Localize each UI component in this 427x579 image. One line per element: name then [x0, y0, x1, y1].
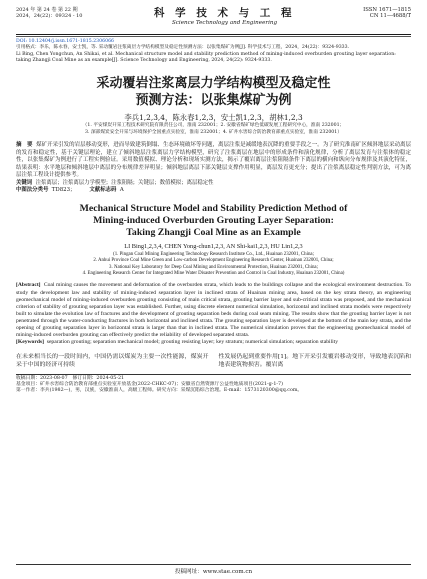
- journal-name-en: Science Technology and Engineering: [171, 20, 278, 26]
- keywords-en-label: [Keywords]: [16, 339, 44, 346]
- footnotes: [16, 376, 411, 395]
- authors-cn: 李兵1,2,3,4，陈永春1,2,3，安士凯1,2,3，胡林1,2,3: [124, 113, 303, 123]
- issue-info: [16, 7, 134, 20]
- keywords-cn: [16, 180, 411, 187]
- pages-line: 2024，24(22)：09324 - 10: [16, 13, 83, 20]
- header-rule: [16, 34, 411, 35]
- citation-cn: 引用格式：李乐，陈永春，安士凯，等. 采动覆岩注浆离层力学结构模型及稳定性预测方法：以张集煤矿为例[J]. 科学技术与工程，2024，24(22)：9324-9333.: [16, 45, 350, 51]
- affiliation-cn-line: （1. 平安煤炭开采工程技术研究院有限责任公司，淮南 232001；2. 安徽省煤矿绿色低碳发展工程研究中心，淮南 232001；: [82, 123, 345, 129]
- cn-number: CN 11—4688/T: [369, 13, 411, 20]
- abstract-cn-text: 煤矿开采引发的岩层移动变形，进而导致建筑倒塌、生态环境破坏等问题，离层注浆是减缓地表沉降的重要手段之一。为了研究淮南矿区倾斜地层采动离层的发育和稳定性，基于关键层理论，建立了倾斜地层注浆离层力学结构模型，研究了注浆离层在地层中的形成条件和演化规律，分析了离层发育与注浆体的稳定性，以张集煤矿为例进行了工程实例验证。采用数值模拟、理论分析和现场实测方法，揭示了覆岩离层注浆阻隔条件下离层的横向和纵向分布规律及其演化特征，结果表明：水平地层和倾斜地层中离层的分布规律差异明显；倾斜地层离层下部关键层支撑作用明显，离层发育更充分；提出了注浆离层稳定性判别方法，可为离层注浆工程设计提供参考。: [16, 142, 411, 179]
- affiliations-en: [16, 252, 411, 278]
- citation-en: Li Bing, Chen Yongchun, An Shikai, et al. Mechanical structure model and stability prediction method of mining-induced overburden grouting layer separation: taking Zhangji Coal Mine as an example[J]. Science Technology and Engineering, 2024, 24(22): 9324-9333.: [16, 51, 396, 63]
- affiliation-en-line: (1. Pingan Coal Mining Engineering Technology Research Institute Co., Ltd., Huainan 232001, China;: [113, 251, 314, 257]
- submission-url[interactable]: 投稿网址：www.stae.com.cn: [16, 564, 411, 575]
- keywords-en-text: separation grouting; separation mechanical model; grouting resisting layer; key stratum; numerical simulation; separation stability: [46, 339, 339, 346]
- title-cn-line-2: 预测方法：以张集煤矿为例: [135, 93, 292, 109]
- clc-label: 中图法分类号: [16, 187, 49, 194]
- abstract-cn: [16, 142, 411, 180]
- affiliation-en-line: 3. National Key Laboratory for Deep Coal Mining and Environmental Protection, Huainan 232001, China;: [109, 264, 318, 270]
- clc-value: TD823；: [51, 187, 76, 194]
- title-en-line-2: Mining-induced Overburden Grouting Layer Separation:: [93, 214, 334, 226]
- doi-link[interactable]: DOI: 10.12404/j.issn.1671-1815.2306066: [16, 39, 115, 44]
- citation-block: [16, 39, 411, 64]
- abstract-en-label: [Abstract]: [16, 282, 41, 289]
- title-en-line-3: Taking Zhangji Coal Mine as an Example: [126, 227, 301, 239]
- footnote-received: 收稿日期：2023-08-07 修订日期：2024-05-21: [16, 375, 125, 381]
- journal-header: [16, 7, 411, 33]
- authors-en: LI Bing1,2,3,4, CHEN Yong-chun1,2,3, AN Shi-kai1,2,3, HU Lin1,2,3: [124, 242, 303, 250]
- title-cn-line-1: 采动覆岩注浆离层力学结构模型及稳定性: [96, 76, 331, 92]
- keywords-en: [16, 339, 411, 346]
- body-column-right: 性发展仍起到重要作用[1]。地下开采引发覆岩移动变形，导致地表沉陷和地表建筑物损害。覆岩离: [218, 354, 411, 369]
- footnote-rule: [16, 374, 411, 375]
- keywords-cn-text: 注浆离层；注浆离层力学模型；注浆阻隔；关键层；数值模拟；离层稳定性: [35, 179, 214, 186]
- article-title-cn: [16, 75, 411, 109]
- doc-code-label: 文献标志码: [89, 187, 117, 194]
- affiliation-en-line: 2. Anhui Province Coal Mine Green and Low-carbon Development Engineering Research Center, Huainan 232001, China;: [93, 258, 334, 264]
- header-rule-thin: [16, 36, 411, 37]
- journal-name: [134, 7, 315, 27]
- affiliation-cn-line: 3. 深部煤炭安全开采与环境保护全国重点实验室，淮南 232001；4. 矿井水害综合防治教育部重点实验室，淮南 232001）: [85, 129, 342, 135]
- keywords-cn-label: 关键词: [16, 179, 33, 186]
- abstract-en: [16, 282, 411, 339]
- classification: [16, 187, 411, 194]
- body-columns: [16, 353, 411, 369]
- affiliations-cn: [16, 123, 411, 136]
- affiliation-en-line: 4. Engineering Research Center for Integrated Mine Water Disaster Prevention and Control in Coal Industry, Huainan 232001, China): [82, 271, 345, 276]
- title-en-line-1: Mechanical Structure Model and Stability Prediction Method of: [79, 202, 348, 214]
- journal-ids: [315, 7, 411, 20]
- footnote-funding: 基金项目：矿井水害综合防治教育部重点实验室开放基金(2022-CHKC-07)；安徽省自然资源厅公益性地质项目(2021-g-1-7): [16, 381, 283, 387]
- body-column-left: 在未来相当长的一段时间内，中国仍需以煤炭为主要一次性能源，煤炭开采于中国的经济可持续: [16, 354, 209, 369]
- article-title-en: [16, 203, 411, 240]
- abstract-cn-label: 摘 要: [16, 142, 33, 148]
- journal-name-cn: 科 学 技 术 与 工 程: [154, 7, 295, 19]
- abstract-en-text: Coal mining causes the movement and deformation of the overburden strata, which leads to the buildings collapse and the ecological environment destruction. To study the development law and stability of mining-induced separation layer in inclined strata of Huainan mining area, based on the key strata theory, an engineering geomechanical model of mining-induced overburden grouting consisting of main critical strata, grouting barrier layer and sub-critical strata was proposed, and the mechanical criterion of stability of grouting separation layer was established. Further, using discrete element numerical simulation, horizontal and inclined strata models were respectively built to simulate the evolution law of fractures and the development of grouting separation beds during coal seam mining. The results show that the grouting barrier layer is not penetrated through the water-conducting fractures in both horizontal and inclined strata. The grouting separation layer is developed at the bottom of the main key strata, and the opening of grouting separation layer in horizontal strata is larger than that in inclined strata. The numerical simulation proves that the engineering geomechanical model of mining-induced overburden grouting can effectively predict the reliability of developed separated strata.: [16, 282, 412, 339]
- issn: ISSN 1671—1815: [363, 7, 411, 13]
- footnote-author: 第一作者：李兵(1982—)，男，汉族，安徽淮南人，高级工程师。研究方向：采煤沉陷综合治理。E-mail：1573120300@qq.com。: [16, 388, 303, 394]
- volume-line: 2024 年 第 24 卷 第 22 期: [16, 7, 78, 13]
- doc-code-value: A: [119, 187, 124, 194]
